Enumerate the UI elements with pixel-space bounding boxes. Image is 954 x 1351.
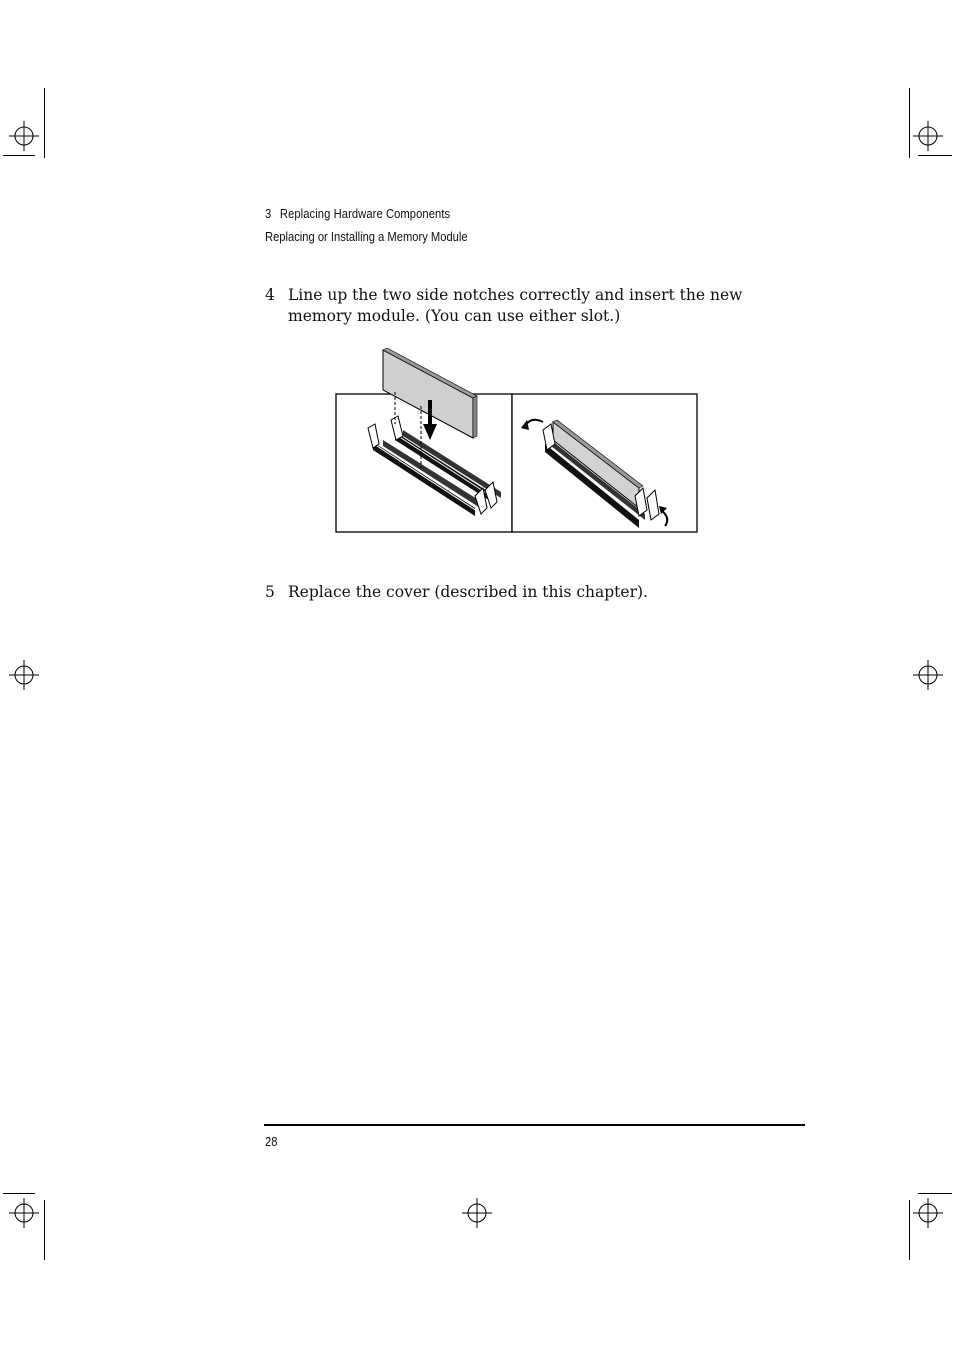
chapter-title: Replacing Hardware Components <box>279 206 451 221</box>
footer-rule <box>264 1124 805 1126</box>
step-number: 4 <box>265 286 275 304</box>
registration-mark-icon <box>462 1198 492 1228</box>
step-text: Replace the cover (described in this chapter). <box>288 583 648 601</box>
page-number: 28 <box>265 1134 278 1149</box>
registration-mark-icon <box>9 1198 39 1228</box>
crop-line <box>918 155 952 156</box>
crop-line <box>909 1200 910 1260</box>
registration-mark-icon <box>9 660 39 690</box>
chapter-heading <box>265 206 450 221</box>
registration-mark-icon <box>9 121 39 151</box>
step-number: 5 <box>265 583 275 601</box>
crop-line <box>3 155 35 156</box>
registration-mark-icon <box>913 1198 943 1228</box>
crop-line <box>918 1193 952 1194</box>
crop-line <box>44 1200 45 1260</box>
registration-mark-icon <box>913 660 943 690</box>
step-text: Line up the two side notches correctly and insert the new memory module. (You can use either slot.) <box>288 286 743 325</box>
crop-line <box>3 1193 35 1194</box>
memory-module-insertion-icon <box>335 348 699 534</box>
section-title: Replacing or Installing a Memory Module <box>265 229 468 244</box>
registration-mark-icon <box>913 121 943 151</box>
chapter-number: 3 <box>265 206 272 221</box>
crop-line <box>44 88 45 158</box>
crop-line <box>909 88 910 158</box>
